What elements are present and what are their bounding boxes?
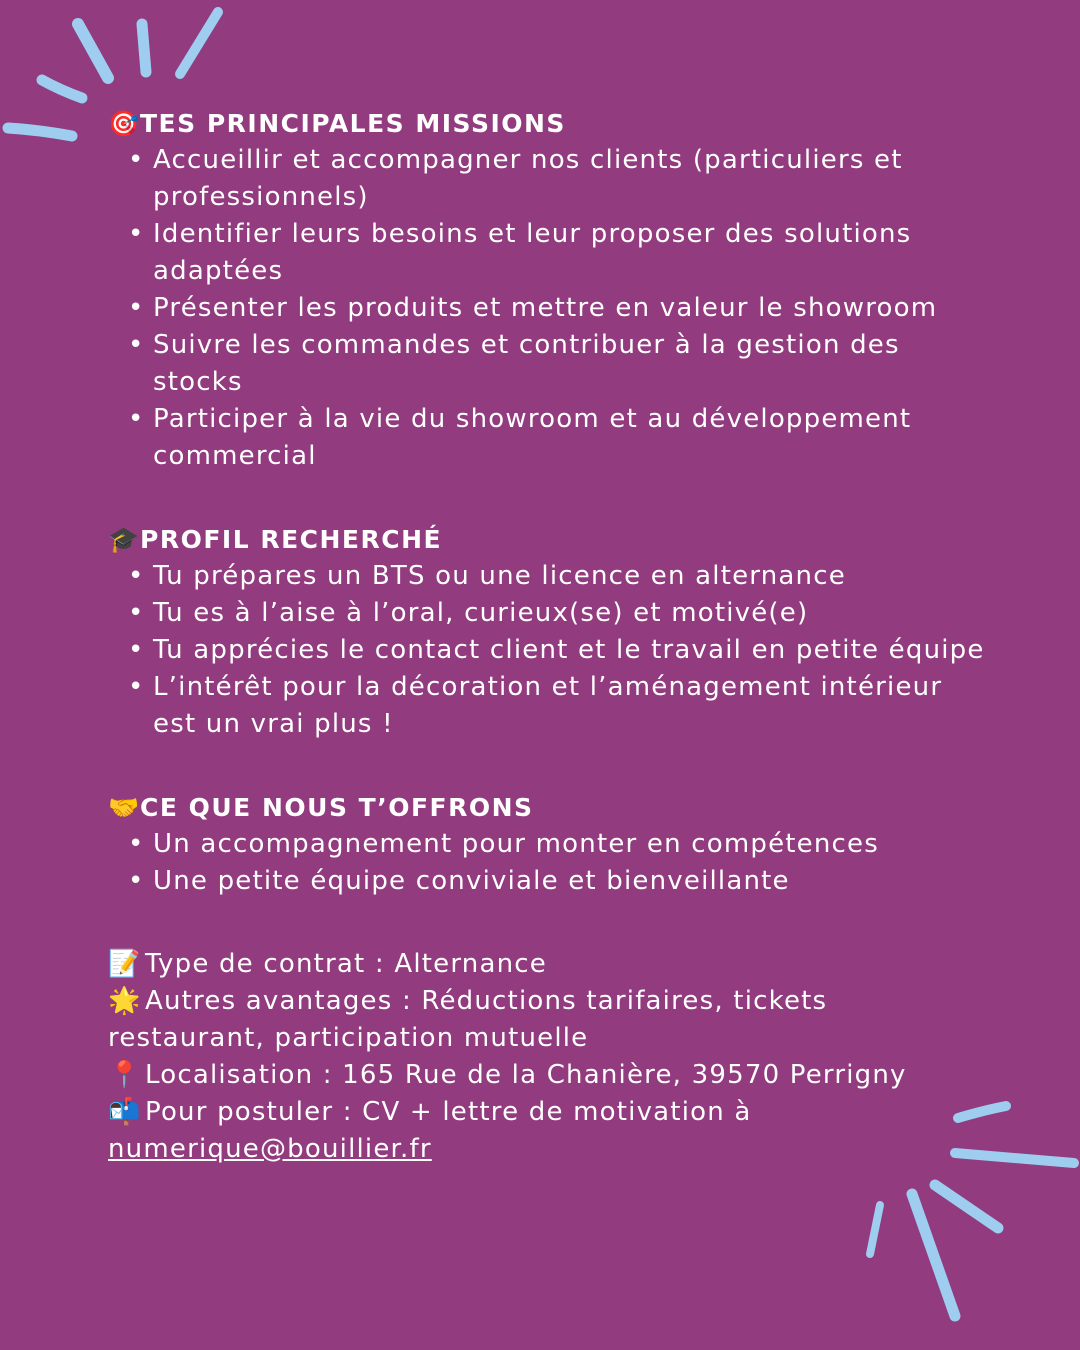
missions-list <box>108 142 988 475</box>
list-item: • L’intérêt pour la décoration et l’aménagement intérieur est un vrai plus ! <box>153 669 988 743</box>
section-title <box>108 105 988 142</box>
section-title <box>108 521 988 558</box>
section-profile <box>108 521 988 743</box>
stroke-top-2 <box>142 24 146 72</box>
section-missions <box>108 105 988 475</box>
sparkle-icon: 🌟 <box>108 986 141 1016</box>
list-item: • Tu apprécies le contact client et le travail en petite équipe <box>153 632 988 669</box>
list-item: • Une petite équipe conviviale et bienveillante <box>153 863 988 900</box>
mailbox-icon: 📬 <box>108 1097 141 1127</box>
location-text: Localisation : 165 Rue de la Chanière, 39570 Perrigny <box>145 1060 907 1090</box>
list-item: • Tu es à l’aise à l’oral, curieux(se) et motivé(e) <box>153 595 988 632</box>
email-link[interactable]: numerique@bouillier.fr <box>108 1134 432 1164</box>
handshake-icon: 🤝 <box>108 793 140 822</box>
perks-text: Autres avantages : Réductions tarifaires, tickets restaurant, participation mutuelle <box>108 986 828 1053</box>
graduation-cap-icon: 🎓 <box>108 525 140 554</box>
profile-title: PROFIL RECHERCHÉ <box>140 525 443 554</box>
stroke-top-5 <box>8 128 72 136</box>
offer-title: CE QUE NOUS T’OFFRONS <box>140 793 534 822</box>
section-title <box>108 789 988 826</box>
stroke-top-1 <box>78 24 108 78</box>
profile-list <box>108 558 988 743</box>
email-line <box>108 1131 988 1168</box>
stroke-bottom-3 <box>935 1185 998 1228</box>
contract-text: Type de contrat : Alternance <box>145 949 547 979</box>
apply-line <box>108 1094 988 1131</box>
missions-title: TES PRINCIPALES MISSIONS <box>140 109 566 138</box>
info-block <box>108 946 988 1168</box>
list-item: • Tu prépares un BTS ou une licence en alternance <box>153 558 988 595</box>
memo-icon: 📝 <box>108 949 141 979</box>
location-line <box>108 1057 988 1094</box>
contract-line <box>108 946 988 983</box>
stroke-top-4 <box>42 80 82 98</box>
stroke-bottom-4 <box>912 1194 955 1316</box>
list-item: • Accueillir et accompagner nos clients (particuliers et professionnels) <box>153 142 988 216</box>
list-item: • Présenter les produits et mettre en valeur le showroom <box>153 290 988 327</box>
stroke-top-3 <box>180 12 218 74</box>
offer-list <box>108 826 988 900</box>
list-item: • Un accompagnement pour monter en compétences <box>153 826 988 863</box>
target-icon: 🎯 <box>108 109 140 138</box>
perks-line <box>108 983 988 1057</box>
apply-text: Pour postuler : CV + lettre de motivation à <box>145 1097 752 1127</box>
list-item: • Participer à la vie du showroom et au développement commercial <box>153 401 988 475</box>
list-item: • Suivre les commandes et contribuer à la gestion des stocks <box>153 327 988 401</box>
stroke-bottom-5 <box>870 1205 880 1254</box>
list-item: • Identifier leurs besoins et leur proposer des solutions adaptées <box>153 216 988 290</box>
job-offer-content <box>108 105 988 1168</box>
pin-icon: 📍 <box>108 1060 141 1090</box>
section-offer <box>108 789 988 900</box>
